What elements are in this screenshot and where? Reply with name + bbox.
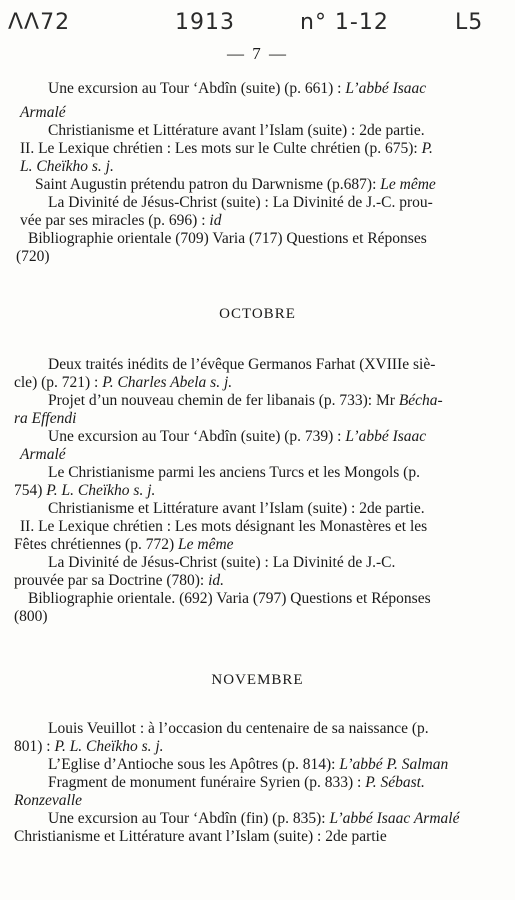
toc-line: Bibliographie orientale. (692) Varia (797) Questions et Réponses <box>28 590 431 607</box>
toc-line: L. Cheïkho s. j. <box>20 158 114 175</box>
toc-line: (800) <box>14 608 48 625</box>
month-heading: NOVEMBRE <box>211 672 304 688</box>
toc-line: Deux traités inédits de l’évêque Germanos Farhat (XVIIIe siè- <box>48 356 436 373</box>
toc-line: L’Eglise d’Antioche sous les Apôtres (p. 814): L’abbé P. Salman <box>48 756 449 773</box>
toc-line: ra Effendi <box>14 410 77 427</box>
handwritten-year: 1913 <box>175 10 235 35</box>
toc-line: (720) <box>16 248 50 265</box>
toc-line: cle) (p. 721) : P. Charles Abela s. j. <box>14 374 233 391</box>
month-heading: OCTOBRE <box>219 306 296 322</box>
toc-line: 801) : P. L. Cheïkho s. j. <box>14 738 164 755</box>
toc-line: vée par ses miracles (p. 696) : id <box>20 212 222 229</box>
handwritten-ref-left: ΛΛ72 <box>8 10 71 35</box>
toc-line: Fêtes chrétiennes (p. 772) Le même <box>14 536 234 553</box>
toc-line: Saint Augustin prétendu patron du Darwnisme (p.687): Le même <box>35 176 436 193</box>
handwritten-corner-mark: L5 <box>455 10 484 35</box>
toc-line: Une excursion au Tour ‘Abdîn (suite) (p. 739) : L’abbé Isaac <box>48 428 427 445</box>
toc-line: Louis Veuillot : à l’occasion du centenaire de sa naissance (p. <box>48 720 429 737</box>
toc-line: Armalé <box>20 104 66 121</box>
toc-line: Une excursion au Tour ‘Abdîn (fin) (p. 835): L’abbé Isaac Armalé <box>48 810 460 827</box>
toc-line: La Divinité de Jésus-Christ (suite) : La Divinité de J.-C. <box>48 554 396 571</box>
toc-line: prouvée par sa Doctrine (780): id. <box>14 572 225 589</box>
toc-line: Une excursion au Tour ‘Abdîn (suite) (p. 661) : L’abbé Isaac <box>48 80 427 97</box>
toc-line: Armalé <box>20 446 66 463</box>
handwritten-issue-note: n° 1-12 <box>300 10 389 35</box>
toc-line: Projet d’un nouveau chemin de fer libanais (p. 733): Mr Bécha- <box>48 392 443 409</box>
toc-line: Bibliographie orientale (709) Varia (717) Questions et Réponses <box>28 230 427 247</box>
toc-line: Ronzevalle <box>14 792 83 809</box>
toc-line: Fragment de monument funéraire Syrien (p. 833) : P. Sébast. <box>48 774 425 791</box>
toc-line: La Divinité de Jésus-Christ (suite) : La Divinité de J.-C. prou- <box>48 194 433 211</box>
toc-line: Christianisme et Littérature avant l’Islam (suite) : 2de partie. <box>48 122 425 139</box>
toc-line: Christianisme et Littérature avant l’Islam (suite) : 2de partie. <box>48 500 425 517</box>
toc-line: Le Christianisme parmi les anciens Turcs et les Mongols (p. <box>48 464 420 481</box>
toc-line: II. Le Lexique chrétien : Les mots sur le Culte chrétien (p. 675): P. <box>20 140 433 157</box>
page-number: — 7 — <box>227 44 288 63</box>
toc-line: II. Le Lexique chrétien : Les mots désignant les Monastères et les <box>20 518 428 535</box>
toc-line: 754) P. L. Cheïkho s. j. <box>14 482 156 499</box>
toc-line: Christianisme et Littérature avant l’Islam (suite) : 2de partie <box>14 828 387 845</box>
